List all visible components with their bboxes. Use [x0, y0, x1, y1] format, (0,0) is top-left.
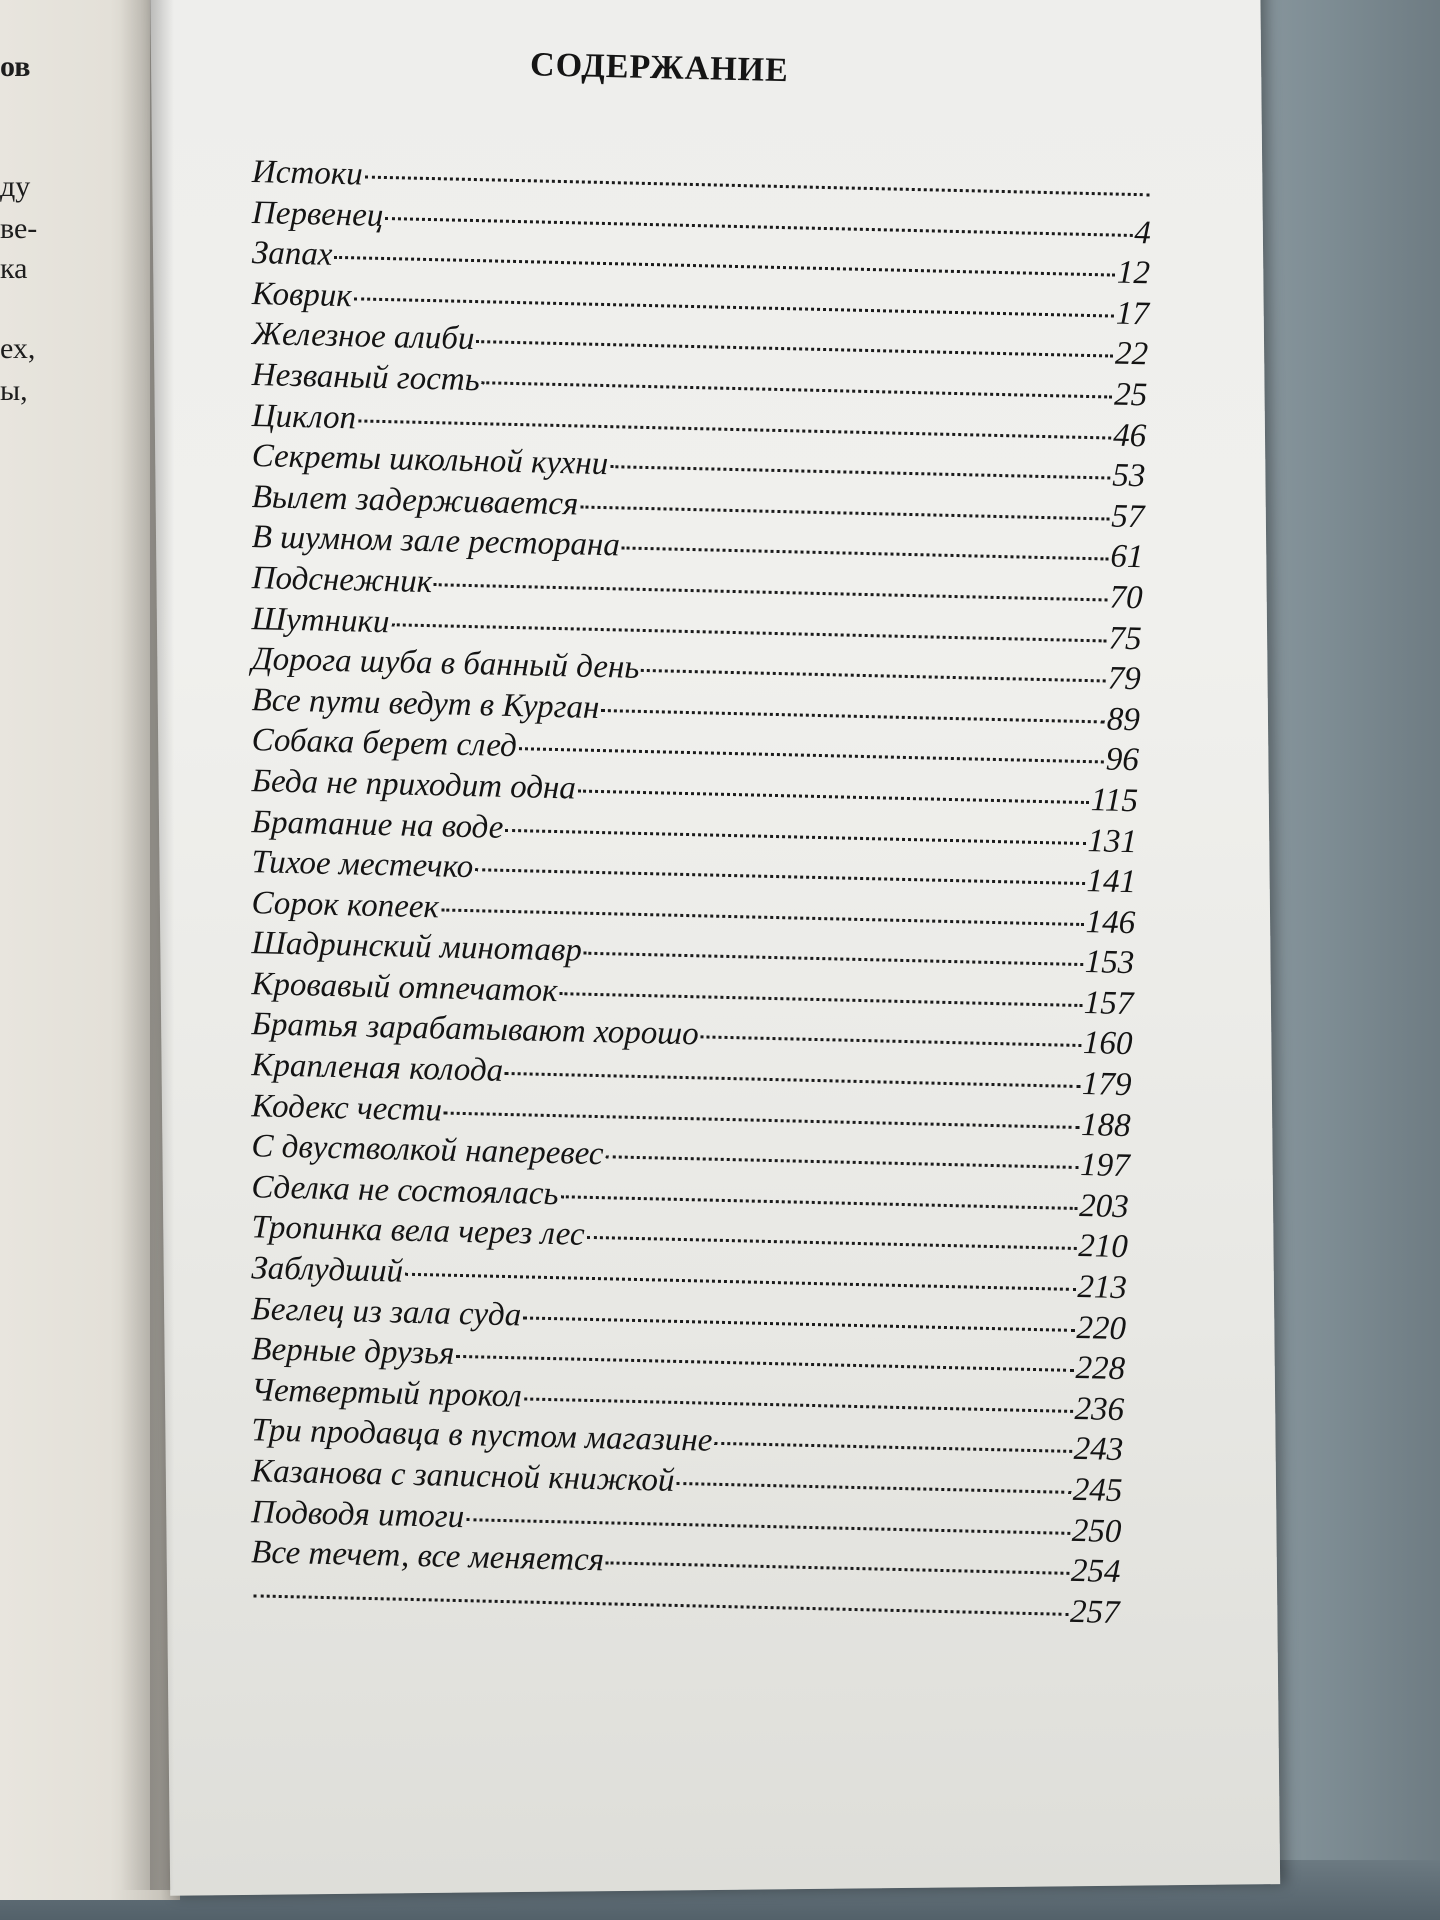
toc-entry-title: Все пути ведут в Курган	[251, 681, 600, 726]
toc-entry-page-number: 141	[1086, 863, 1137, 901]
toc-dot-leader	[578, 788, 1089, 804]
toc-entry-title: С двустволкой наперевес	[251, 1128, 604, 1173]
toc-entry-title: Вылет задерживается	[251, 478, 579, 523]
toc-dot-leader	[641, 668, 1106, 683]
toc-entry-title: Первенец	[251, 194, 384, 234]
toc-entry-page-number: 220	[1076, 1309, 1127, 1347]
toc-entry-page-number: 243	[1073, 1431, 1124, 1469]
toc-entry-page-number: 79	[1107, 660, 1142, 698]
toc-dot-leader	[601, 708, 1105, 723]
toc-entry-page-number: 115	[1090, 782, 1139, 820]
toc-entry-page-number: 53	[1111, 457, 1146, 495]
toc-entry-title: Четвертый прокол	[250, 1372, 523, 1415]
toc-entry-page-number: 96	[1105, 741, 1140, 779]
toc-entry-page-number: 89	[1106, 701, 1141, 738]
toc-entry-title: Все течет, все меняется	[250, 1534, 605, 1579]
toc-entry-page-number: 228	[1075, 1350, 1126, 1388]
toc-entry-title: Заблудший	[251, 1250, 404, 1290]
toc-entry-page-number: 25	[1113, 376, 1148, 414]
toc-dot-leader	[253, 1593, 1068, 1615]
toc-dot-leader	[505, 827, 1085, 844]
toc-entry-title: Беглец из зала суда	[250, 1290, 522, 1333]
toc-entry-title: Кодекс чести	[251, 1087, 443, 1129]
toc-dot-leader	[475, 867, 1084, 885]
left-page-fragment: ов	[0, 50, 31, 83]
toc-entry-page-number: 61	[1110, 538, 1144, 576]
toc-entry-page-number: 236	[1074, 1390, 1125, 1428]
toc-entry-page-number: 70	[1109, 579, 1143, 617]
toc-entry-page-number: 210	[1077, 1228, 1129, 1266]
toc-entry-title: Дорога шуба в банный день	[251, 641, 640, 687]
toc-dot-leader	[622, 546, 1109, 561]
toc-dot-leader	[334, 255, 1115, 277]
right-page-gutter-shadow	[150, 0, 174, 1890]
toc-entry-title: Крапленая колода	[251, 1047, 504, 1089]
toc-dot-leader	[587, 1235, 1077, 1250]
toc-entry-page-number: 75	[1108, 620, 1143, 657]
toc-dot-leader	[580, 504, 1109, 520]
toc-entry-page-number: 17	[1115, 295, 1150, 333]
toc-dot-leader	[385, 216, 1132, 237]
toc-dot-leader	[434, 582, 1107, 601]
toc-entry-page-number: 160	[1082, 1025, 1133, 1063]
toc-dot-leader	[441, 907, 1084, 926]
toc-entry-title: Шадринский минотавр	[251, 925, 583, 969]
toc-dot-leader	[560, 1194, 1077, 1210]
toc-dot-leader	[606, 1561, 1069, 1576]
toc-entry-title: Подснежник	[251, 560, 433, 601]
toc-entry-title: Братья зарабатывают хорошо	[251, 1006, 700, 1053]
toc-dot-leader	[519, 746, 1104, 763]
toc-entry-page-number: 153	[1084, 944, 1135, 982]
toc-entry-page-number: 257	[1069, 1593, 1120, 1631]
toc-entry-page-number: 146	[1085, 903, 1136, 941]
toc-dot-leader	[444, 1110, 1079, 1128]
toc-entry-title: Собака берет след	[251, 722, 518, 765]
toc-entry-title: Братание на воде	[251, 803, 504, 846]
toc-dot-leader	[714, 1441, 1071, 1453]
toc-dot-leader	[523, 1315, 1074, 1332]
toc-title: СОДЕРЖАНИЕ	[529, 46, 790, 90]
toc-dot-leader	[354, 296, 1114, 317]
toc-dot-leader	[605, 1154, 1078, 1169]
toc-dot-leader	[559, 991, 1081, 1007]
toc-entry-page-number: 12	[1116, 254, 1151, 292]
toc-entry-page-number: 203	[1078, 1187, 1130, 1225]
toc-entry-title: Беда не приходит одна	[251, 763, 577, 807]
toc-entry-page-number: 188	[1080, 1106, 1131, 1144]
toc-entry-page-number: 179	[1081, 1066, 1132, 1104]
toc-dot-leader	[610, 464, 1110, 479]
toc-entry-title: Сорок копеек	[251, 884, 440, 926]
toc-entry-title: Коврик	[251, 275, 353, 315]
toc-dot-leader	[701, 1035, 1081, 1048]
toc-entry-page-number: 213	[1077, 1269, 1128, 1307]
toc-entry-title: В шумном зале ресторана	[251, 519, 621, 564]
toc-entry-title: Тропинка вела через лес	[251, 1209, 586, 1254]
toc-dot-leader	[505, 1071, 1080, 1088]
toc-entry-title: Сделка не состоялась	[251, 1169, 559, 1213]
toc-entry-page-number: 4	[1133, 214, 1152, 251]
toc-dot-leader	[466, 1517, 1070, 1535]
left-page-fragment: ех,	[0, 332, 36, 365]
toc-dot-leader	[482, 380, 1113, 398]
toc-entry-title: Три продавца в пустом магазине	[250, 1412, 713, 1460]
toc-dot-leader	[358, 418, 1111, 439]
toc-dot-leader	[456, 1354, 1073, 1372]
toc-dot-leader	[391, 622, 1106, 642]
toc-entry-page-number: 22	[1114, 335, 1149, 373]
toc-entry-title: Железное алиби	[251, 316, 475, 358]
toc-entry-page-number: 250	[1071, 1512, 1122, 1550]
toc-entry-title: Секреты школьной кухни	[251, 438, 609, 483]
toc-dot-leader	[476, 339, 1113, 357]
toc-entry-title: Подводя итоги	[250, 1493, 465, 1535]
toc-entry-title: Казанова с записной книжкой	[250, 1453, 675, 1499]
toc-entry-page-number: 57	[1111, 498, 1145, 536]
toc-entry-title: Циклоп	[251, 397, 357, 436]
toc-entry-title: Тихое местечко	[251, 844, 474, 886]
toc-dot-leader	[584, 951, 1083, 966]
toc-entry-page-number: 245	[1072, 1471, 1123, 1510]
toc-entry-page-number: 131	[1087, 822, 1138, 860]
left-page-fragment: ве-	[0, 212, 38, 245]
toc-entry-page-number: 46	[1112, 417, 1147, 454]
toc-entry-page-number: 197	[1079, 1147, 1131, 1185]
toc-entry-title: Запах	[251, 235, 333, 273]
left-page-fragment: ка	[0, 252, 28, 285]
toc-entry-page-number: 157	[1083, 984, 1134, 1023]
toc-entry-title: Кровавый отпечаток	[251, 966, 558, 1009]
toc-dot-leader	[524, 1396, 1073, 1412]
toc-entry-title: Незваный гость	[251, 356, 481, 399]
toc-entry-page-number: 254	[1070, 1553, 1121, 1591]
toc-list	[219, 152, 1152, 1633]
toc-entry-title: Верные друзья	[250, 1331, 455, 1373]
toc-entry-title: Истоки	[251, 153, 364, 193]
left-page-fragment: ду	[0, 170, 31, 203]
toc-dot-leader	[676, 1481, 1070, 1494]
toc-dot-leader	[365, 175, 1150, 197]
left-page-fragment: ы,	[0, 374, 28, 407]
toc-entry-title: Шутники	[251, 600, 390, 640]
toc-dot-leader	[405, 1272, 1075, 1291]
